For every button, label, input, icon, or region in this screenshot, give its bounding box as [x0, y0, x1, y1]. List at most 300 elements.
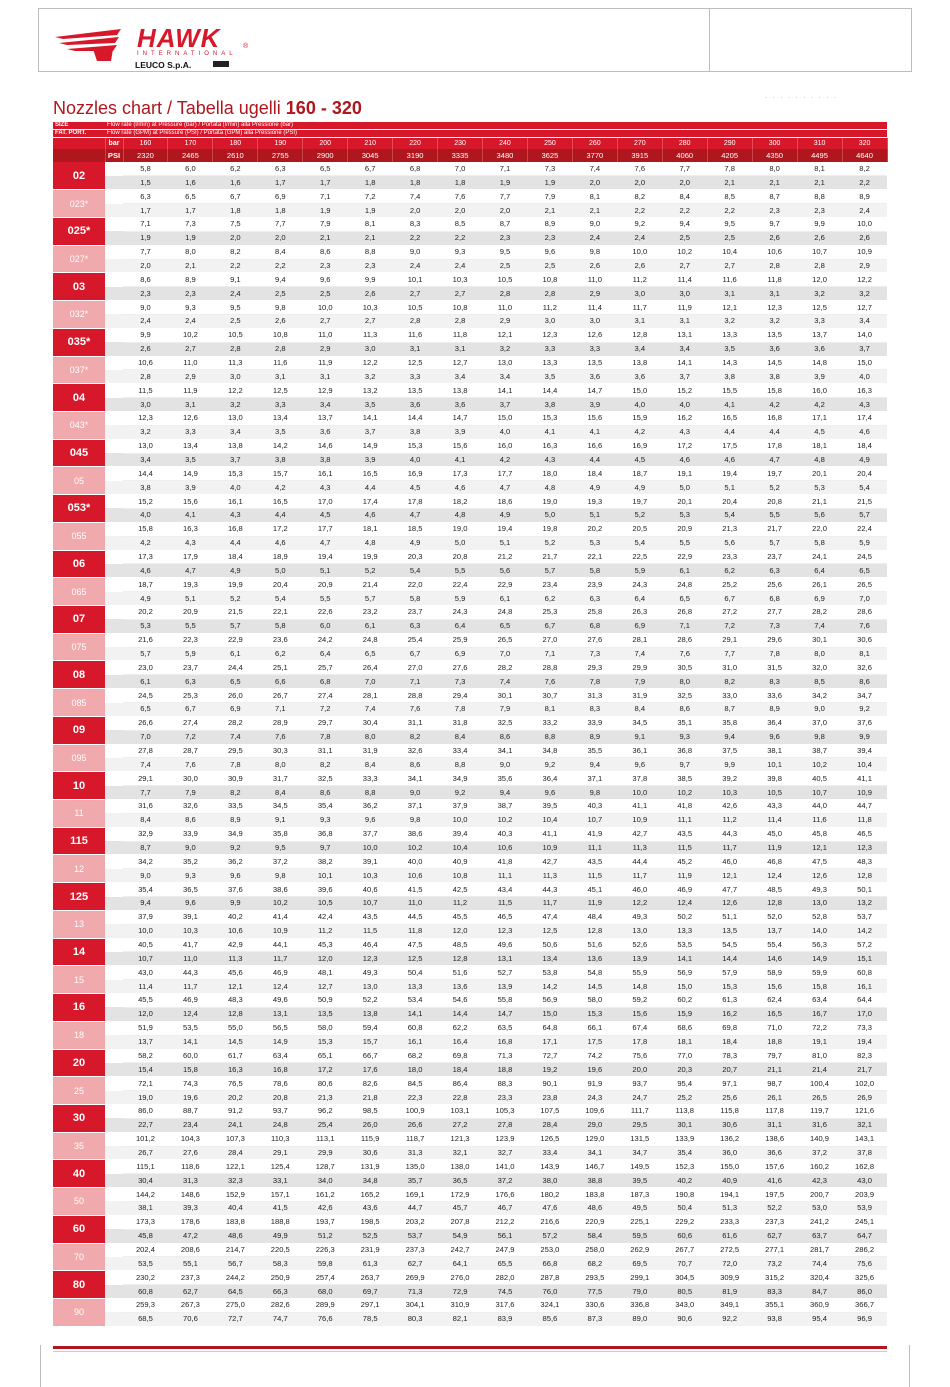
- flow-gpm-cell: 4,5: [797, 425, 842, 439]
- flow-lpm-cell: 9,4: [662, 217, 707, 231]
- flow-lpm-cell: 317,6: [483, 1298, 528, 1312]
- flow-lpm-cell: 39,5: [527, 800, 572, 814]
- flow-gpm-cell: 7,0: [842, 592, 887, 606]
- row-unit-spacer: [105, 869, 123, 883]
- flow-lpm-cell: 17,8: [752, 439, 797, 453]
- flow-gpm-cell: 5,3: [123, 619, 168, 633]
- psi-value: 3190: [393, 149, 438, 162]
- flow-lpm-cell: 16,5: [348, 467, 393, 481]
- nozzle-row-gpm: [53, 1118, 887, 1132]
- flow-lpm-cell: 65,1: [303, 1049, 348, 1063]
- flow-lpm-cell: 44,4: [617, 855, 662, 869]
- flow-lpm-cell: 59,4: [348, 1021, 393, 1035]
- flow-lpm-cell: 36,4: [752, 716, 797, 730]
- flow-gpm-cell: 65,5: [483, 1257, 528, 1271]
- row-unit-spacer: [105, 647, 123, 661]
- flow-lpm-cell: 43,5: [348, 910, 393, 924]
- flow-gpm-cell: 13,9: [483, 980, 528, 994]
- flow-lpm-cell: 27,2: [707, 606, 752, 620]
- flow-gpm-cell: 2,5: [258, 287, 303, 301]
- flow-gpm-cell: 2,4: [393, 259, 438, 273]
- flow-gpm-cell: 7,4: [348, 703, 393, 717]
- flow-gpm-cell: 2,9: [483, 314, 528, 328]
- flow-lpm-cell: 10,0: [842, 217, 887, 231]
- row-unit-spacer: [105, 689, 123, 703]
- flow-gpm-cell: 4,0: [213, 481, 258, 495]
- flow-lpm-cell: 35,5: [572, 744, 617, 758]
- flow-lpm-cell: 15,3: [527, 411, 572, 425]
- flow-lpm-cell: 9,0: [123, 301, 168, 315]
- flow-lpm-cell: 74,2: [572, 1049, 617, 1063]
- flow-gpm-cell: 31,3: [393, 1146, 438, 1160]
- flow-lpm-cell: 289,9: [303, 1298, 348, 1312]
- flow-gpm-cell: 5,7: [527, 564, 572, 578]
- flow-lpm-cell: 6,2: [213, 162, 258, 176]
- flow-gpm-cell: 9,8: [797, 730, 842, 744]
- header: [38, 8, 912, 72]
- flow-gpm-cell: 8,4: [258, 786, 303, 800]
- flow-gpm-cell: 10,2: [258, 897, 303, 911]
- row-unit-spacer: [105, 730, 123, 744]
- flow-gpm-cell: 12,6: [707, 897, 752, 911]
- flow-gpm-cell: 3,3: [258, 398, 303, 412]
- nozzle-row-gpm: [53, 314, 887, 328]
- row-unit-spacer: [105, 1229, 123, 1243]
- flow-gpm-cell: 6,1: [123, 675, 168, 689]
- flow-gpm-cell: 17,6: [348, 1063, 393, 1077]
- flow-lpm-cell: 9,8: [572, 245, 617, 259]
- flow-gpm-cell: 4,9: [393, 536, 438, 550]
- flow-gpm-cell: 3,1: [258, 370, 303, 384]
- flow-gpm-cell: 61,3: [348, 1257, 393, 1271]
- flow-gpm-cell: 90,6: [662, 1312, 707, 1326]
- flow-lpm-cell: 20,9: [662, 522, 707, 536]
- flow-lpm-cell: 44,5: [393, 910, 438, 924]
- flow-lpm-cell: 24,2: [303, 633, 348, 647]
- row-unit-spacer: [105, 1188, 123, 1202]
- flow-gpm-cell: 11,1: [662, 813, 707, 827]
- flow-lpm-cell: 111,7: [617, 1104, 662, 1118]
- flow-gpm-cell: 4,9: [617, 481, 662, 495]
- flow-lpm-cell: 17,9: [168, 550, 213, 564]
- nozzle-row-gpm: [53, 342, 887, 356]
- flow-gpm-cell: 10,5: [752, 786, 797, 800]
- flow-lpm-cell: 183,8: [572, 1188, 617, 1202]
- flow-lpm-cell: 41,1: [527, 827, 572, 841]
- flow-lpm-cell: 12,3: [752, 301, 797, 315]
- flow-lpm-cell: 7,2: [348, 190, 393, 204]
- row-unit-spacer: [105, 633, 123, 647]
- nozzle-row-gpm: [53, 425, 887, 439]
- flow-gpm-cell: 19,6: [168, 1091, 213, 1105]
- flow-gpm-cell: 18,8: [752, 1035, 797, 1049]
- flow-gpm-cell: 8,6: [393, 758, 438, 772]
- flow-lpm-cell: 95,4: [662, 1077, 707, 1091]
- flow-gpm-cell: 37,2: [797, 1146, 842, 1160]
- flow-gpm-cell: 2,8: [213, 342, 258, 356]
- flow-gpm-cell: 46,7: [483, 1201, 528, 1215]
- flow-lpm-cell: 35,4: [123, 883, 168, 897]
- flow-lpm-cell: 13,0: [213, 411, 258, 425]
- flow-gpm-cell: 2,2: [393, 231, 438, 245]
- flow-gpm-cell: 37,2: [483, 1174, 528, 1188]
- flow-lpm-cell: 53,7: [842, 910, 887, 924]
- row-unit-spacer: [105, 425, 123, 439]
- flow-lpm-cell: 24,8: [662, 578, 707, 592]
- flow-gpm-cell: 4,3: [168, 536, 213, 550]
- flow-gpm-cell: 43,0: [842, 1174, 887, 1188]
- flow-lpm-cell: 169,1: [393, 1188, 438, 1202]
- flow-lpm-cell: 55,8: [483, 994, 528, 1008]
- row-unit-spacer: [105, 301, 123, 315]
- flow-gpm-cell: 7,9: [168, 786, 213, 800]
- psi-value: 3770: [572, 149, 617, 162]
- flow-lpm-cell: 172,9: [438, 1188, 483, 1202]
- nozzle-row-lpm: [53, 744, 887, 758]
- footer-bar: [53, 1346, 887, 1349]
- flow-gpm-cell: 33,4: [527, 1146, 572, 1160]
- flow-gpm-cell: 19,0: [123, 1091, 168, 1105]
- nozzle-row-gpm: [53, 980, 887, 994]
- flow-lpm-cell: 7,6: [438, 190, 483, 204]
- nozzle-row-lpm: [53, 522, 887, 536]
- flow-gpm-cell: 11,2: [438, 897, 483, 911]
- flow-lpm-cell: 11,8: [438, 328, 483, 342]
- flow-lpm-cell: 18,4: [213, 550, 258, 564]
- flow-gpm-cell: 2,3: [483, 231, 528, 245]
- flow-gpm-cell: 10,3: [348, 869, 393, 883]
- flow-gpm-cell: 6,6: [258, 675, 303, 689]
- row-unit-spacer: [105, 716, 123, 730]
- flow-lpm-cell: 27,8: [123, 744, 168, 758]
- flow-lpm-cell: 16,3: [527, 439, 572, 453]
- flow-lpm-cell: 11,7: [617, 301, 662, 315]
- nozzle-row-lpm: [53, 1077, 887, 1091]
- flow-gpm-cell: 5,8: [572, 564, 617, 578]
- flow-gpm-cell: 2,6: [617, 259, 662, 273]
- flow-gpm-cell: 4,6: [348, 508, 393, 522]
- flow-lpm-cell: 7,7: [258, 217, 303, 231]
- flow-lpm-cell: 24,3: [617, 578, 662, 592]
- flow-gpm-cell: 3,4: [123, 453, 168, 467]
- nozzle-row-lpm: [53, 938, 887, 952]
- flow-lpm-cell: 121,3: [438, 1132, 483, 1146]
- psi-value: 2900: [303, 149, 348, 162]
- psi-value: 4060: [662, 149, 707, 162]
- flow-lpm-cell: 36,8: [662, 744, 707, 758]
- flow-lpm-cell: 26,6: [123, 716, 168, 730]
- flow-lpm-cell: 22,4: [842, 522, 887, 536]
- row-unit-spacer: [105, 592, 123, 606]
- flow-gpm-cell: 7,3: [572, 647, 617, 661]
- flow-gpm-cell: 4,9: [123, 592, 168, 606]
- flow-lpm-cell: 19,3: [572, 495, 617, 509]
- nozzle-row-gpm: [53, 398, 887, 412]
- flow-lpm-cell: 12,6: [168, 411, 213, 425]
- flow-lpm-cell: 14,4: [123, 467, 168, 481]
- flow-gpm-cell: 12,4: [752, 869, 797, 883]
- bar-value: 160: [123, 138, 168, 150]
- flow-gpm-cell: 48,6: [213, 1229, 258, 1243]
- flow-lpm-cell: 9,9: [348, 273, 393, 287]
- flow-gpm-cell: 3,6: [617, 370, 662, 384]
- flow-gpm-cell: 6,2: [258, 647, 303, 661]
- flow-gpm-cell: 7,4: [797, 619, 842, 633]
- flow-lpm-cell: 16,5: [707, 411, 752, 425]
- flow-gpm-cell: 9,6: [527, 786, 572, 800]
- flow-lpm-cell: 208,6: [168, 1243, 213, 1257]
- flow-gpm-cell: 15,8: [168, 1063, 213, 1077]
- flow-lpm-cell: 15,2: [123, 495, 168, 509]
- flow-lpm-cell: 5,8: [123, 162, 168, 176]
- flow-lpm-cell: 14,1: [662, 356, 707, 370]
- flow-gpm-cell: 16,8: [258, 1063, 303, 1077]
- flow-gpm-cell: 10,7: [348, 897, 393, 911]
- flow-gpm-cell: 3,2: [483, 342, 528, 356]
- flow-lpm-cell: 203,2: [393, 1215, 438, 1229]
- flow-gpm-cell: 2,0: [393, 204, 438, 218]
- flow-gpm-cell: 7,1: [662, 619, 707, 633]
- flow-gpm-cell: 8,8: [348, 786, 393, 800]
- flow-gpm-cell: 9,8: [393, 813, 438, 827]
- flow-gpm-cell: 3,9: [348, 453, 393, 467]
- flow-lpm-cell: 220,5: [258, 1243, 303, 1257]
- flow-lpm-cell: 39,6: [303, 883, 348, 897]
- flow-lpm-cell: 9,6: [527, 245, 572, 259]
- flow-lpm-cell: 23,6: [258, 633, 303, 647]
- flow-lpm-cell: 11,5: [123, 384, 168, 398]
- nozzle-row-lpm: [53, 827, 887, 841]
- nozzle-size: 11: [53, 800, 105, 828]
- flow-gpm-cell: 9,6: [168, 897, 213, 911]
- nozzle-row-gpm: [53, 1312, 887, 1326]
- flow-lpm-cell: 12,2: [842, 273, 887, 287]
- row-unit-spacer: [105, 398, 123, 412]
- flow-gpm-cell: 6,2: [707, 564, 752, 578]
- flow-lpm-cell: 20,2: [572, 522, 617, 536]
- flow-gpm-cell: 1,8: [213, 204, 258, 218]
- flow-gpm-cell: 4,6: [258, 536, 303, 550]
- flow-gpm-cell: 14,2: [842, 924, 887, 938]
- flow-gpm-cell: 22,7: [123, 1118, 168, 1132]
- flow-lpm-cell: 214,7: [213, 1243, 258, 1257]
- flow-gpm-cell: 8,2: [393, 730, 438, 744]
- nozzle-row-lpm: [53, 910, 887, 924]
- flow-gpm-cell: 6,7: [707, 592, 752, 606]
- flow-gpm-cell: 3,5: [348, 398, 393, 412]
- flow-lpm-cell: 242,7: [438, 1243, 483, 1257]
- nozzle-row-lpm: [53, 1188, 887, 1202]
- flow-lpm-cell: 50,1: [842, 883, 887, 897]
- flow-gpm-cell: 3,3: [572, 342, 617, 356]
- flow-gpm-cell: 14,6: [752, 952, 797, 966]
- flow-lpm-cell: 146,7: [572, 1160, 617, 1174]
- flow-lpm-cell: 10,5: [213, 328, 258, 342]
- flow-lpm-cell: 40,6: [348, 883, 393, 897]
- flow-gpm-cell: 5,5: [168, 619, 213, 633]
- flow-gpm-cell: 23,3: [483, 1091, 528, 1105]
- flow-gpm-cell: 4,9: [572, 481, 617, 495]
- nozzle-size: 70: [53, 1243, 105, 1271]
- flow-gpm-cell: 9,3: [168, 869, 213, 883]
- flow-lpm-cell: 17,8: [393, 495, 438, 509]
- flow-gpm-cell: 11,4: [123, 980, 168, 994]
- flow-lpm-cell: 49,3: [348, 966, 393, 980]
- flow-lpm-cell: 35,6: [483, 772, 528, 786]
- flow-gpm-cell: 12,3: [842, 841, 887, 855]
- flow-lpm-cell: 14,7: [438, 411, 483, 425]
- flow-lpm-cell: 54,8: [572, 966, 617, 980]
- flow-gpm-cell: 10,1: [752, 758, 797, 772]
- flow-gpm-cell: 8,0: [348, 730, 393, 744]
- flow-lpm-cell: 7,1: [123, 217, 168, 231]
- flow-lpm-cell: 8,5: [438, 217, 483, 231]
- flow-lpm-cell: 72,7: [527, 1049, 572, 1063]
- flow-lpm-cell: 10,3: [348, 301, 393, 315]
- flow-lpm-cell: 198,5: [348, 1215, 393, 1229]
- flow-lpm-cell: 20,9: [168, 606, 213, 620]
- flow-gpm-cell: 2,8: [527, 287, 572, 301]
- flow-gpm-cell: 1,7: [123, 204, 168, 218]
- flow-gpm-cell: 7,6: [527, 675, 572, 689]
- flow-lpm-cell: 19,3: [168, 578, 213, 592]
- flow-gpm-cell: 8,6: [483, 730, 528, 744]
- flow-lpm-cell: 13,5: [572, 356, 617, 370]
- flow-gpm-cell: 26,6: [393, 1118, 438, 1132]
- flow-lpm-cell: 10,4: [707, 245, 752, 259]
- flow-gpm-cell: 5,7: [752, 536, 797, 550]
- flow-lpm-cell: 27,0: [393, 661, 438, 675]
- flow-gpm-cell: 5,6: [707, 536, 752, 550]
- flow-gpm-cell: 4,1: [438, 453, 483, 467]
- flow-lpm-cell: 9,3: [438, 245, 483, 259]
- flow-gpm-cell: 6,3: [168, 675, 213, 689]
- flow-lpm-cell: 33,4: [438, 744, 483, 758]
- nozzle-row-lpm: [53, 883, 887, 897]
- flow-gpm-cell: 3,3: [527, 342, 572, 356]
- flow-lpm-cell: 76,5: [213, 1077, 258, 1091]
- bar-value: 210: [348, 138, 393, 150]
- flow-lpm-cell: 78,6: [258, 1077, 303, 1091]
- flow-lpm-cell: 11,2: [527, 301, 572, 315]
- flow-lpm-cell: 48,5: [438, 938, 483, 952]
- flow-lpm-cell: 24,3: [438, 606, 483, 620]
- flow-gpm-cell: 4,0: [123, 508, 168, 522]
- flow-gpm-cell: 10,7: [572, 813, 617, 827]
- flow-lpm-cell: 12,6: [572, 328, 617, 342]
- flow-lpm-cell: 7,3: [168, 217, 213, 231]
- flow-lpm-cell: 56,5: [258, 1021, 303, 1035]
- flow-gpm-cell: 13,9: [617, 952, 662, 966]
- flow-gpm-cell: 73,2: [752, 1257, 797, 1271]
- row-unit-spacer: [105, 1271, 123, 1285]
- flow-lpm-cell: 12,5: [258, 384, 303, 398]
- row-unit-spacer: [105, 952, 123, 966]
- flow-gpm-cell: 4,9: [483, 508, 528, 522]
- flow-lpm-cell: 10,1: [393, 273, 438, 287]
- flow-gpm-cell: 2,1: [572, 204, 617, 218]
- flow-gpm-cell: 3,8: [258, 453, 303, 467]
- flow-lpm-cell: 122,1: [213, 1160, 258, 1174]
- nozzle-row-lpm: [53, 661, 887, 675]
- flow-gpm-cell: 24,7: [617, 1091, 662, 1105]
- nozzle-row-gpm: [53, 1285, 887, 1299]
- flow-lpm-cell: 33,9: [168, 827, 213, 841]
- flow-gpm-cell: 11,7: [707, 841, 752, 855]
- flow-lpm-cell: 60,0: [168, 1049, 213, 1063]
- flow-gpm-cell: 5,8: [797, 536, 842, 550]
- flow-lpm-cell: 7,5: [213, 217, 258, 231]
- flow-lpm-cell: 11,0: [483, 301, 528, 315]
- flow-lpm-cell: 8,9: [527, 217, 572, 231]
- flow-lpm-cell: 42,7: [527, 855, 572, 869]
- nozzle-row-gpm: [53, 1035, 887, 1049]
- nozzle-row-gpm: [53, 592, 887, 606]
- flow-gpm-cell: 14,4: [438, 1007, 483, 1021]
- flow-lpm-cell: 90,1: [527, 1077, 572, 1091]
- flow-lpm-cell: 44,3: [168, 966, 213, 980]
- flow-lpm-cell: 14,9: [348, 439, 393, 453]
- flow-lpm-cell: 38,2: [303, 855, 348, 869]
- flow-lpm-cell: 44,3: [527, 883, 572, 897]
- flow-lpm-cell: 6,3: [123, 190, 168, 204]
- flow-lpm-cell: 58,0: [303, 1021, 348, 1035]
- page-title-prefix: Nozzles chart / Tabella ugelli: [53, 98, 286, 118]
- flow-lpm-cell: 13,1: [662, 328, 707, 342]
- flow-lpm-cell: 45,2: [662, 855, 707, 869]
- flow-gpm-cell: 6,5: [842, 564, 887, 578]
- flow-lpm-cell: 14,7: [572, 384, 617, 398]
- row-unit-spacer: [105, 1215, 123, 1229]
- flow-lpm-cell: 54,5: [707, 938, 752, 952]
- flow-gpm-cell: 21,1: [752, 1063, 797, 1077]
- flow-gpm-cell: 2,5: [707, 231, 752, 245]
- nozzle-row-lpm: [53, 716, 887, 730]
- flow-lpm-cell: 19,9: [348, 550, 393, 564]
- row-unit-spacer: [105, 439, 123, 453]
- flow-gpm-cell: 9,1: [258, 813, 303, 827]
- flow-gpm-cell: 8,4: [123, 813, 168, 827]
- flow-gpm-cell: 5,7: [213, 619, 258, 633]
- flow-lpm-cell: 71,0: [752, 1021, 797, 1035]
- flow-lpm-cell: 117,8: [752, 1104, 797, 1118]
- flow-gpm-cell: 11,3: [527, 869, 572, 883]
- flow-lpm-cell: 118,6: [168, 1160, 213, 1174]
- flow-lpm-cell: 98,5: [348, 1104, 393, 1118]
- flow-lpm-cell: 282,6: [258, 1298, 303, 1312]
- flow-gpm-cell: 9,9: [842, 730, 887, 744]
- flow-gpm-cell: 4,6: [842, 425, 887, 439]
- flow-gpm-cell: 14,1: [168, 1035, 213, 1049]
- flow-lpm-cell: 14,5: [752, 356, 797, 370]
- flow-lpm-cell: 275,0: [213, 1298, 258, 1312]
- row-unit-spacer: [105, 883, 123, 897]
- flow-lpm-cell: 18,7: [123, 578, 168, 592]
- flow-gpm-cell: 66,3: [258, 1285, 303, 1299]
- flow-lpm-cell: 34,9: [438, 772, 483, 786]
- flow-lpm-cell: 50,2: [662, 910, 707, 924]
- flow-gpm-cell: 8,7: [123, 841, 168, 855]
- flow-lpm-cell: 24,4: [213, 661, 258, 675]
- flow-gpm-cell: 12,8: [572, 924, 617, 938]
- nozzle-row-lpm: [53, 1243, 887, 1257]
- flow-gpm-cell: 3,0: [617, 287, 662, 301]
- flow-lpm-cell: 64,4: [842, 994, 887, 1008]
- nozzle-size: 035*: [53, 328, 105, 356]
- flow-gpm-cell: 36,0: [707, 1146, 752, 1160]
- flow-lpm-cell: 34,9: [213, 827, 258, 841]
- flow-lpm-cell: 7,4: [572, 162, 617, 176]
